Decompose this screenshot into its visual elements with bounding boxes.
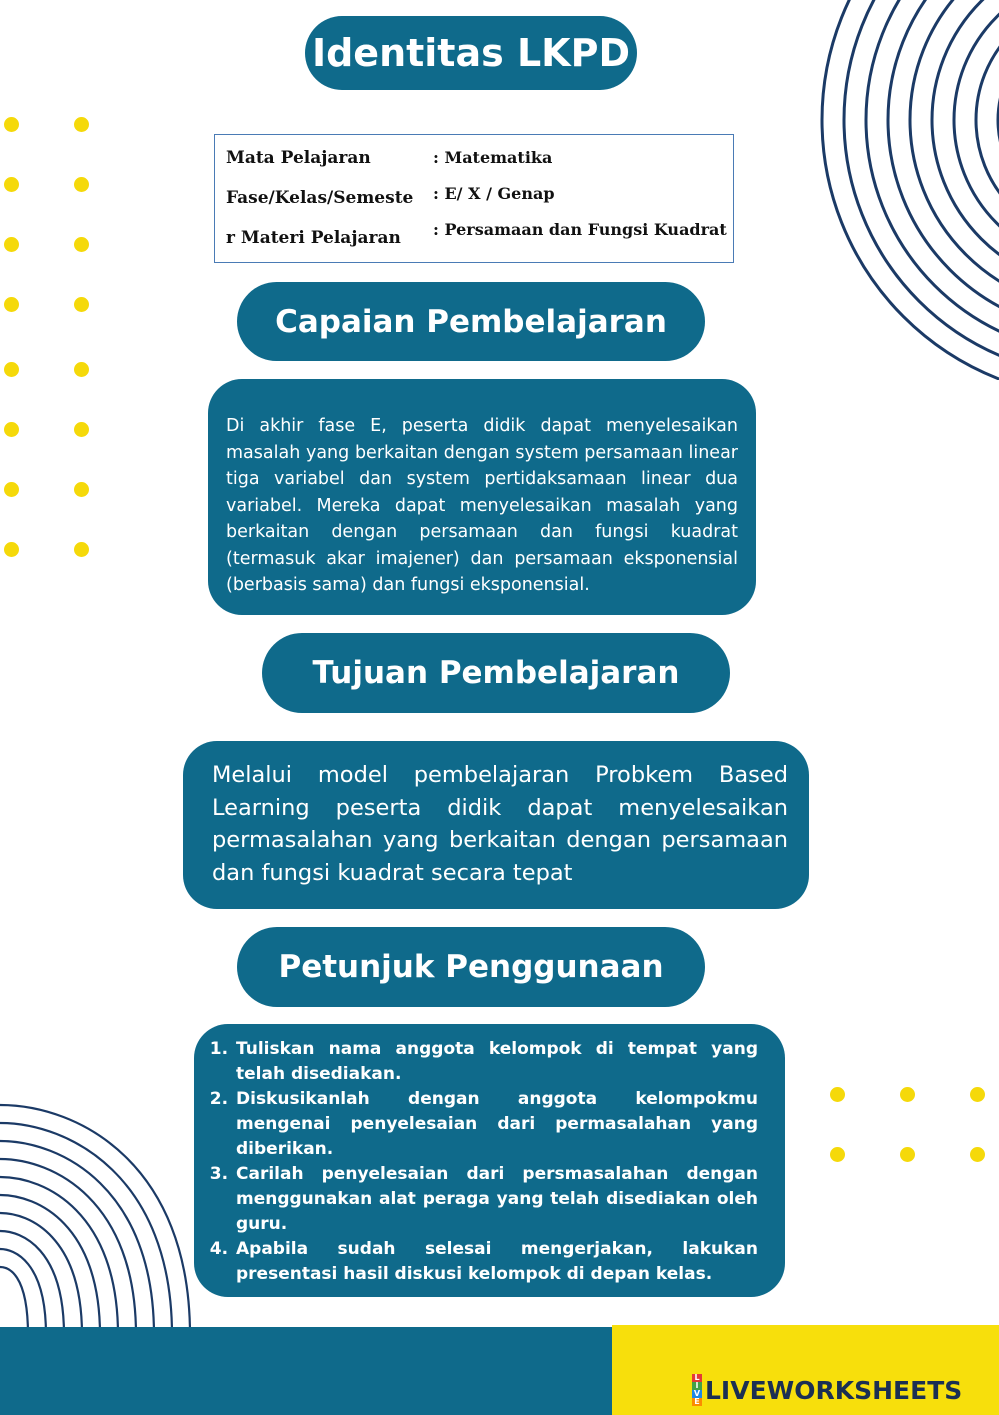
logo-letter: L — [692, 1374, 702, 1382]
capaian-heading: Capaian Pembelajaran — [237, 282, 705, 361]
identity-value-phase: : E/ X / Genap — [433, 184, 555, 203]
petunjuk-steps — [194, 1037, 758, 1287]
logo-letter: I — [692, 1382, 702, 1390]
liveworksheets-brand[interactable] — [692, 1372, 962, 1408]
identity-label-subject: Mata Pelajaran — [226, 148, 371, 168]
identity-value-material: : Persamaan dan Fungsi Kuadrat — [433, 220, 727, 239]
petunjuk-box — [194, 1024, 785, 1297]
capaian-text: Di akhir fase E, peserta didik dapat menyelesaikan masalah yang berkaitan dengan system persamaan linear tiga variabel dan system pertidaksamaan linear dua variabel. Mereka dapat menyelesaikan masalah yang berkaitan dengan persamaan dan fungsi kuadrat (termasuk akar imajener) dan persamaan eksponensial (berbasis sama) dan fungsi eksponensial. — [226, 416, 738, 595]
page-title: Identitas LKPD — [305, 16, 637, 90]
tujuan-heading: Tujuan Pembelajaran — [262, 633, 730, 713]
identity-label-phase: Fase/Kelas/Semeste — [226, 188, 414, 208]
capaian-box — [208, 379, 756, 615]
logo-letter: V — [693, 1389, 701, 1398]
decorative-arcs-top-right — [770, 0, 999, 380]
tujuan-text: Melalui model pembelajaran Probkem Based Learning peserta didik dapat menyelesaikan permasalahan yang berkaitan dengan persamaan dan fungsi kuadrat secara tepat — [212, 762, 788, 886]
list-item: 4. Apabila sudah selesai mengerjakan, lakukan presentasi hasil diskusi kelompok di depan kelas. — [234, 1237, 758, 1287]
identity-table — [214, 134, 734, 263]
liveworksheets-logo-icon — [692, 1374, 702, 1406]
list-item: 3. Carilah penyelesaian dari persmasalahan dengan menggunakan alat peraga yang telah disediakan oleh guru. — [234, 1162, 758, 1237]
tujuan-box — [183, 741, 809, 909]
list-item: 1. Tuliskan nama anggota kelompok di tempat yang telah disediakan. — [234, 1037, 758, 1087]
footer-bar-blue — [0, 1327, 612, 1415]
brand-name: LIVEWORKSHEETS — [705, 1375, 963, 1405]
petunjuk-heading: Petunjuk Penggunaan — [237, 927, 705, 1007]
list-item: 2. Diskusikanlah dengan anggota kelompokmu mengenai penyelesaian dari permasalahan yang diberikan. — [234, 1087, 758, 1162]
logo-letter: E — [692, 1398, 702, 1406]
identity-label-material: r Materi Pelajaran — [226, 228, 401, 248]
identity-value-subject: : Matematika — [433, 148, 553, 167]
